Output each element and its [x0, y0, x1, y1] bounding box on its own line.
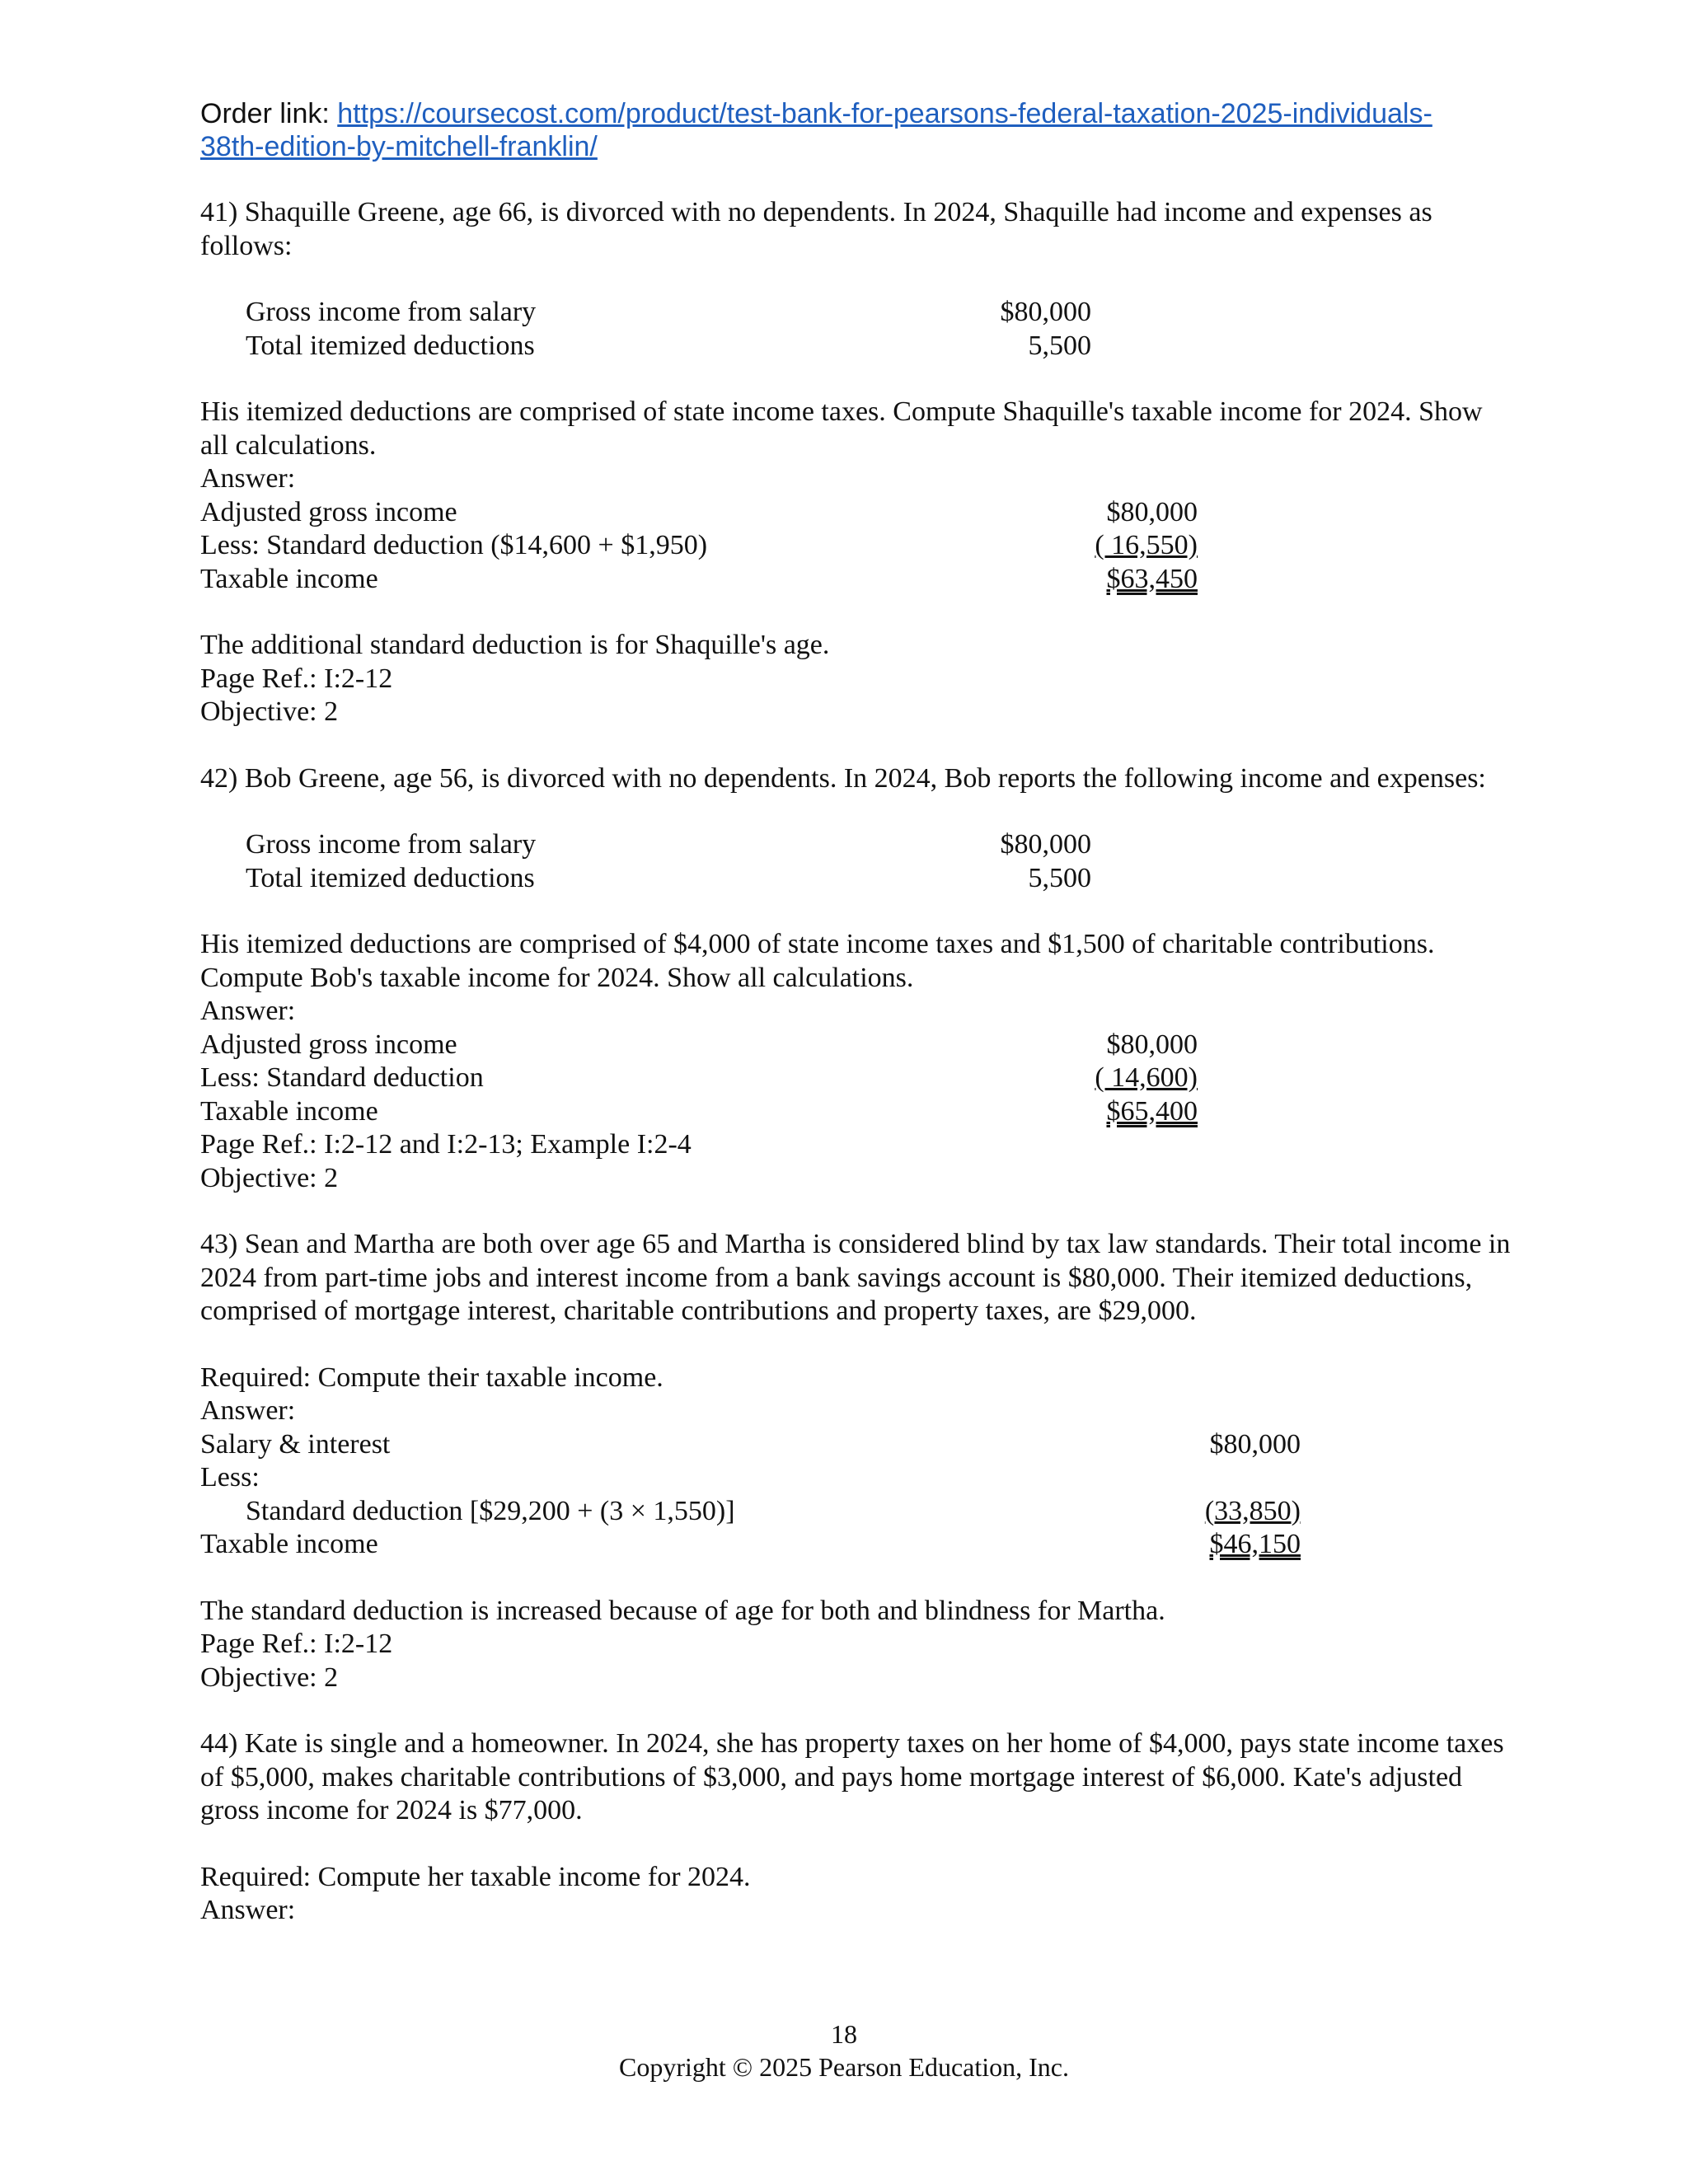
answer-row: Adjusted gross income $80,000	[200, 1029, 1198, 1060]
answer-note: The additional standard deduction is for Shaquille's age.	[200, 630, 830, 660]
question-42-prompt: His itemized deductions are comprised of $4,000 of state income taxes and $1,500 of charitable contributions. Compute Bob's taxable income for 2024. Show all calculations.	[200, 929, 1435, 993]
answer-label: Answer:	[200, 463, 296, 494]
page-number: 18	[831, 2019, 857, 2049]
answer-row: Salary & interest $80,000	[200, 1428, 1301, 1460]
given-row: Total itemized deductions 5,500	[246, 862, 1091, 893]
answer-row: Taxable income $63,450	[200, 563, 1198, 594]
objective: Objective: 2	[200, 696, 339, 727]
order-link-url-continued[interactable]: 38th-edition-by-mitchell-franklin/	[200, 131, 598, 162]
page-footer	[0, 2018, 1688, 2083]
question-42	[200, 762, 1511, 1196]
order-link-url[interactable]: https://coursecost.com/product/test-bank-for-pearsons-federal-taxation-2025-individuals-	[337, 98, 1432, 129]
answer-row: Taxable income $46,150	[200, 1529, 1301, 1559]
answer-label: Answer:	[200, 1395, 296, 1426]
page-reference: Page Ref.: I:2-12	[200, 663, 393, 694]
question-44-text: 44) Kate is single and a homeowner. In 2024, she has property taxes on her home of $4,000, pays state income taxes of $5,000, makes charitable contributions of $3,000, and pays home mortgage interest of $6,000. Kate's adjusted gross income for 2024 is $77,000.	[200, 1728, 1504, 1825]
order-link-label: Order link:	[200, 98, 338, 129]
page-reference: Page Ref.: I:2-12 and I:2-13; Example I:2-4	[200, 1129, 692, 1160]
page-reference: Page Ref.: I:2-12	[200, 1629, 393, 1659]
answer-label: Answer:	[200, 1895, 296, 1925]
document-page	[200, 97, 1511, 1928]
answer-row: Standard deduction [$29,200 + (3 × 1,550)] (33,850)	[246, 1495, 1301, 1526]
answer-note: The standard deduction is increased because of age for both and blindness for Martha.	[200, 1595, 1165, 1626]
answer-row: Less:	[200, 1462, 260, 1493]
answer-row: Adjusted gross income $80,000	[200, 496, 1198, 527]
question-41-prompt: His itemized deductions are comprised of state income taxes. Compute Shaquille's taxable income for 2024. Show all calculations.	[200, 396, 1483, 461]
required-text: Required: Compute her taxable income for 2024.	[200, 1861, 751, 1892]
question-43-text: 43) Sean and Martha are both over age 65 and Martha is considered blind by tax law standards. Their total income in 2024 from part-time jobs and interest income from a bank savings account is $80,000. Their itemized deductions, comprised of mortgage interest, charitable contributions and property taxes, are $29,000.	[200, 1229, 1511, 1326]
answer-row: Less: Standard deduction ( 14,600)	[200, 1062, 1198, 1093]
objective: Objective: 2	[200, 1162, 339, 1193]
question-41	[200, 196, 1511, 729]
answer-row: Taxable income $65,400	[200, 1095, 1198, 1127]
question-42-text: 42) Bob Greene, age 56, is divorced with no dependents. In 2024, Bob reports the following income and expenses:	[200, 762, 1486, 794]
order-link-block	[200, 97, 1511, 163]
answer-label: Answer:	[200, 996, 296, 1026]
copyright-notice: Copyright © 2025 Pearson Education, Inc.	[619, 2052, 1069, 2082]
required-text: Required: Compute their taxable income.	[200, 1361, 663, 1393]
given-row: Gross income from salary $80,000	[246, 297, 1091, 327]
question-43	[200, 1228, 1511, 1694]
question-44	[200, 1727, 1511, 1928]
question-41-text: 41) Shaquille Greene, age 66, is divorced with no dependents. In 2024, Shaquille had income and expenses as follows:	[200, 197, 1432, 261]
given-row: Gross income from salary $80,000	[246, 829, 1091, 860]
given-row: Total itemized deductions 5,500	[246, 330, 1091, 361]
objective: Objective: 2	[200, 1661, 339, 1693]
answer-row: Less: Standard deduction ($14,600 + $1,950) ( 16,550)	[200, 530, 1198, 560]
